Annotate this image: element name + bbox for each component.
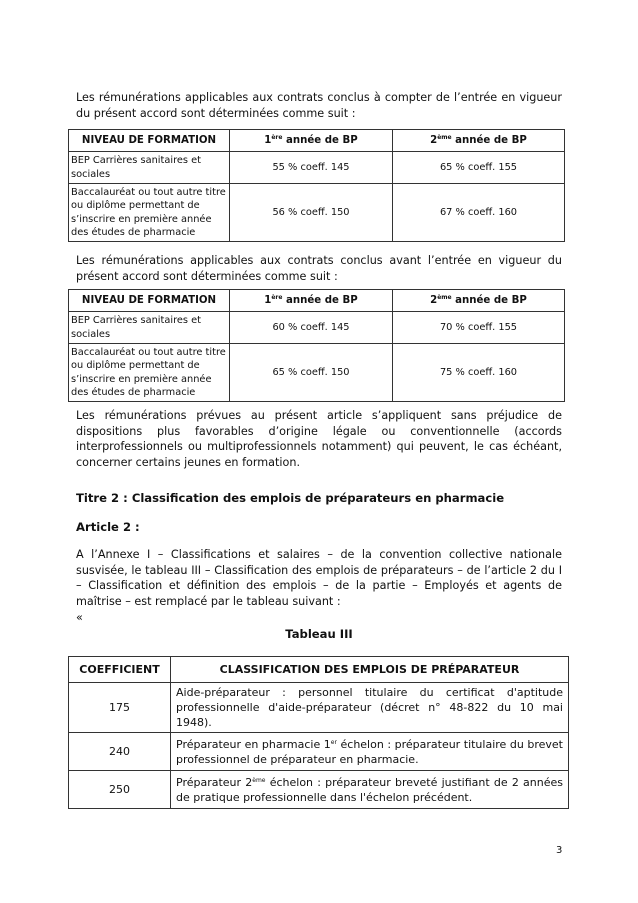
article2-paragraph: A l’Annexe I – Classifications et salaires – de la convention collective nationale susvisée, le tableau III – Classification des emplois de préparateurs – de l’article 2 du I – Classification et définition des emplois – de la partie – Employés et agents de maîtrise – est remplacé par le tableau suivant : [76, 548, 562, 608]
table-row [69, 733, 569, 771]
year1-cell: 55 % coeff. 145 [230, 152, 393, 184]
tableau-title: Tableau III [285, 627, 353, 641]
remuneration-table-before [68, 289, 565, 402]
coefficient-cell: 250 [69, 771, 171, 809]
year1-cell: 56 % coeff. 150 [230, 184, 393, 242]
table-row [69, 312, 565, 344]
remuneration-note-paragraph: Les rémunérations prévues au présent article s’appliquent sans préjudice de dispositions plus favorables d’origine légale ou conventionnelle (accords interprofessionnels ou multiprofessionnels notamment) qui peuvent, le cas échéant, concerner certains jeunes en formation. [76, 409, 562, 469]
header-year2: 2ème année de BP [393, 290, 565, 312]
year2-cell: 75 % coeff. 160 [393, 344, 565, 402]
remuneration-table-after [68, 129, 565, 242]
level-cell: BEP Carrières sanitaires et sociales [69, 312, 230, 344]
level-cell: BEP Carrières sanitaires et sociales [69, 152, 230, 184]
header-coefficient: COEFFICIENT [69, 657, 171, 683]
table-row [69, 152, 565, 184]
classification-cell: Aide-préparateur : personnel titulaire du certificat d'aptitude professionnelle d'aide-préparateur (décret n° 48-822 du 10 mai 1948). [171, 683, 569, 733]
header-year1: 1ère année de BP [230, 130, 393, 152]
table-row [69, 184, 565, 242]
table-header-row [69, 657, 569, 683]
open-quote: « [76, 611, 83, 624]
titre2-heading: Titre 2 : Classification des emplois de préparateurs en pharmacie [76, 491, 505, 505]
coefficient-cell: 175 [69, 683, 171, 733]
intro-after-paragraph: Les rémunérations applicables aux contrats conclus à compter de l’entrée en vigueur du présent accord sont déterminées comme suit : [76, 91, 562, 120]
header-year1: 1ère année de BP [230, 290, 393, 312]
table-header-row [69, 130, 565, 152]
page-number: 3 [556, 845, 563, 856]
classification-table [68, 656, 569, 809]
year2-cell: 65 % coeff. 155 [393, 152, 565, 184]
classification-cell: Préparateur 2ème échelon : préparateur breveté justifiant de 2 années de pratique professionnelle dans l'échelon précédent. [171, 771, 569, 809]
level-cell: Baccalauréat ou tout autre titre ou diplôme permettant de s’inscrire en première année des études de pharmacie [69, 184, 230, 242]
header-classification: CLASSIFICATION DES EMPLOIS DE PRÉPARATEUR [171, 657, 569, 683]
table-row [69, 344, 565, 402]
table-row [69, 683, 569, 733]
intro-before-paragraph: Les rémunérations applicables aux contrats conclus avant l’entrée en vigueur du présent accord sont déterminées comme suit : [76, 254, 562, 283]
header-level: NIVEAU DE FORMATION [69, 290, 230, 312]
year2-cell: 70 % coeff. 155 [393, 312, 565, 344]
header-level: NIVEAU DE FORMATION [69, 130, 230, 152]
table-header-row [69, 290, 565, 312]
table-row [69, 771, 569, 809]
article2-heading: Article 2 : [76, 520, 140, 534]
header-year2: 2ème année de BP [393, 130, 565, 152]
coefficient-cell: 240 [69, 733, 171, 771]
year1-cell: 65 % coeff. 150 [230, 344, 393, 402]
year1-cell: 60 % coeff. 145 [230, 312, 393, 344]
classification-cell: Préparateur en pharmacie 1er échelon : préparateur titulaire du brevet professionnel de préparateur en pharmacie. [171, 733, 569, 771]
year2-cell: 67 % coeff. 160 [393, 184, 565, 242]
level-cell: Baccalauréat ou tout autre titre ou diplôme permettant de s’inscrire en première année des études de pharmacie [69, 344, 230, 402]
